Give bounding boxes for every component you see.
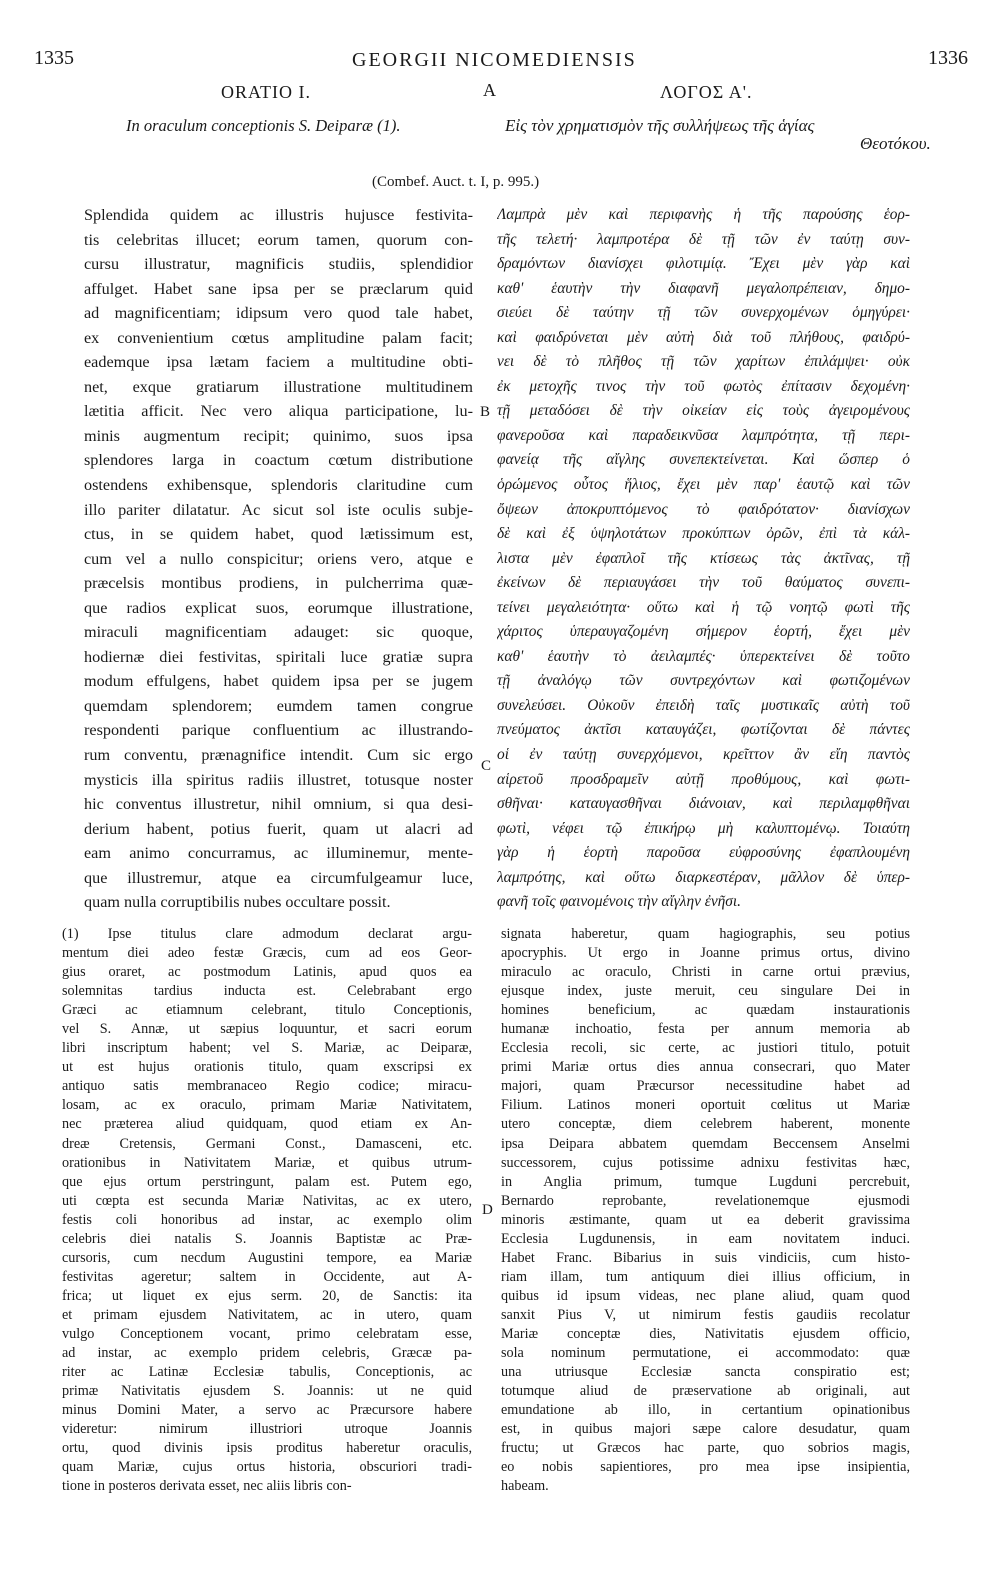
latin-text-line: illo pariter dilatatur. Ac sicut sol iste oculis subje-	[84, 500, 473, 519]
greek-text-line: ὁρώμενος οὗτος ἥλιος, ἔχει μὲν παρ' ἑαυτῷ καὶ τῶν	[497, 476, 910, 494]
greek-text-line: νει δὲ τὸ πλῆθος τῇ τῶν χαρίτων ἐπιλάμψει· οὐκ	[497, 353, 910, 371]
greek-text-line: χάριτος ὑπεραυγαζομένη σήμερον ἑορτή, ἔχει μὲν	[497, 623, 910, 641]
latin-text-line: miraculi magnificentiam adauget: sic quoque,	[84, 623, 473, 642]
footnote-line: utero conceptæ, diem celebrem haberent, monente	[501, 1116, 910, 1133]
footnote-line: (1) Ipse titulus clare admodum declarat argu-	[62, 926, 472, 942]
footnote-line: festivitas ageretur; saltem in Occidente, aut A-	[62, 1268, 472, 1285]
footnote-line: est, in quibus majori sæpe calore desudatur, quam	[501, 1421, 910, 1438]
latin-text-line: splendores larga in coactum cœtum distributione	[84, 451, 473, 470]
greek-title-line2: Θεοτόκου.	[860, 134, 931, 153]
greek-text-line: λιστα μὲν ἐφαπλοῖ τῆς κτίσεως τὰς ἀκτῖνας, τῇ	[497, 549, 910, 567]
greek-text-line: πνεύματος ἀκτῖσι καταυγάζει, φωτίζονται δὲ πάντες	[497, 721, 910, 739]
oratio-label: ORATIO I.	[221, 82, 311, 102]
greek-text-line: φανεροῦσα καὶ παραδεικνῦσα λαμπρότητα, τῇ περι-	[497, 426, 910, 444]
footnote-line: Ecclesia recoli, sic certe, ac justiori titulo, potuit	[501, 1040, 910, 1057]
footnote-line: celebris diei natalis S. Joannis Baptistæ ac Præ-	[62, 1230, 472, 1247]
greek-text-line: φανῆ τοῖς φαινομένοις τὴν αἴγλην ἐνῆσι.	[497, 893, 742, 911]
latin-text-line: respondenti parique confluentium ac illustrando-	[84, 721, 473, 740]
footnote-line: Ecclesia Lugdunensis, in eam novitatem induci.	[501, 1230, 910, 1247]
page-number-right: 1336	[928, 47, 968, 69]
footnote-line: mentum diei adeo festæ Græcis, cum ad eos Geor-	[62, 945, 472, 962]
footnote-line: signata haberetur, quam hagiographis, seu potius	[501, 926, 910, 942]
greek-text-line: τῆς τελετή· λαμπροτέρα δὲ τῇ τῶν ἐν ταύτῃ συν-	[497, 230, 910, 248]
source-reference: (Combef. Auct. t. I, p. 995.)	[372, 174, 540, 190]
footnote-line: fructu; ut Græcos hac parte, quo sobrios magis,	[501, 1440, 910, 1457]
footnote-right-column	[501, 925, 910, 1496]
footnote-line: losam, ac ex oraculo, primam Mariæ Nativitatem,	[62, 1097, 472, 1114]
latin-text-line: præcelsis montibus prodiens, in pulcherrima quæ-	[84, 574, 473, 593]
footnote-line: nec præterea aliud quidquam, quod etiam ex An-	[62, 1116, 472, 1133]
greek-text-line: ὄψεων ἀποκρυπτόμενος τὸ φαιδρότατον· διανίσχων	[497, 500, 910, 518]
footnote-line: quibus id ipsum videas, nec plane aliud, quam quod	[501, 1287, 910, 1304]
latin-text-line: quemdam splendorem; eumdem tamen congrue	[84, 696, 473, 715]
footnote-line: ut est hujus orationis titulo, quam exscripsi ex	[62, 1059, 472, 1076]
footnote-line: sanxit Pius V, ut nimirum festis gaudiis recolatur	[501, 1306, 910, 1323]
greek-text-line: τῇ ἀναλόγῳ τῶν συντρεχόντων καὶ φωτιζομένων	[497, 672, 910, 690]
latin-text-line: Splendida quidem ac illustris hujusce festivita-	[84, 206, 473, 224]
footnote-line: solemnitas tardius inducta est. Celebrabant ergo	[62, 983, 472, 1000]
latin-text-line: affulget. Habet sane ipsa per se præclarum quid	[84, 279, 473, 298]
greek-text-line: λαμπρότης, καὶ οὕτω διαρκεστέραν, μᾶλλον δὲ ὑπερ-	[497, 868, 910, 886]
footnote-line: cursoris, cum necdum Augustini tempore, ea Mariæ	[62, 1249, 472, 1266]
footnote-line: totumque aliud de præservatione ab originali, aut	[501, 1383, 910, 1400]
footnote-line: vulgo Conceptionem vocant, primo celebratam esse,	[62, 1325, 472, 1342]
page-number-left: 1335	[34, 47, 74, 69]
margin-letter-c: C	[481, 758, 492, 774]
greek-text-column	[497, 203, 910, 915]
footnote-line: minus Domini Mater, a servo ac Præcursore habere	[62, 1402, 472, 1419]
footnote-line: ejusque index, juste meruit, ceu singulare Dei in	[501, 983, 910, 1000]
footnote-line: riam illam, tum antiquum diei illius officium, in	[501, 1268, 910, 1285]
footnote-line: que ejus ortum perstringunt, palam est. Putem ego,	[62, 1173, 472, 1190]
latin-text-line: modum effulgens, habet quidem ipsa per se jugem	[84, 672, 473, 691]
greek-text-line: καὶ φαιδρύνεται μὲν αὐτὴ διὰ τοῦ πλήθους, φαιδρύ-	[497, 328, 910, 346]
latin-text-line: cursu illustratur, magnificis studiis, splendidior	[84, 255, 473, 274]
footnote-line: tione in posteros derivata esset, nec aliis libris con-	[62, 1478, 352, 1495]
greek-text-line: σθῆναι· καταυγασθῆναι διάνοιαν, καὶ περιλαμφθῆναι	[497, 795, 910, 813]
footnote-line: antiquo satis membranaceo Regio codice; miracu-	[62, 1078, 472, 1095]
footnote-line: festis coli honoribus ad instar, ac exemplo olim	[62, 1211, 472, 1228]
footnote-line: humanæ inchoatio, festa per annum memoria ab	[501, 1021, 910, 1038]
greek-text-line: οἱ ἐν ταύτῃ συνερχόμενοι, κρεῖττον ἂν εἴη παντὸς	[497, 746, 910, 764]
greek-text-line: δραμόντων διανίσχει φιλοτιμίᾳ. Ἔχει μὲν γὰρ καὶ	[497, 255, 910, 273]
footnote-line: ortu, quod divinis ipsis proditus haberetur oraculis,	[62, 1440, 472, 1457]
footnote-line: quam Mariæ, cujus ortus historia, obscuriori tradi-	[62, 1459, 472, 1476]
latin-text-line: ctus, in se quidem habet, quod lætissimum est,	[84, 525, 473, 544]
latin-text-line: hodiernæ diei festivitas, spiritali luce gratiæ supra	[84, 647, 473, 666]
footnote-line: Habet Franc. Bibarius in suis vindiciis, cum histo-	[501, 1249, 910, 1266]
latin-title: In oraculum conceptionis S. Deiparæ (1).	[126, 116, 401, 135]
footnote-line: et primam ejusdem Nativitatem, ac in utero, quam	[62, 1306, 472, 1323]
latin-text-line: eademque ipsa lætam faciem a multitudine obti-	[84, 353, 473, 372]
footnote-line: Græci ac etiamnum celebrant, titulo Conceptionis,	[62, 1002, 472, 1019]
latin-text-line: derium habent, potius fuerit, quam ut alacri ad	[84, 819, 473, 838]
footnote-line: uti cœpta est secunda Mariæ Nativitas, ac ex utero,	[62, 1192, 472, 1209]
section-letter-a: A	[483, 80, 497, 100]
greek-text-line: τῇ μεταδόσει δὲ τὴν οἰκείαν εἰς τοὺς ἀγειρομένους	[497, 402, 910, 420]
greek-text-line: δὲ καὶ ἐξ ὑψηλοτάτων προκύπτων ὀρῶν, ἐπὶ τὰ κάλ-	[497, 525, 910, 543]
latin-text-line: ad magnificentiam; idipsum vero quod tale habet,	[84, 304, 473, 323]
latin-text-line: hic conventus illustretur, nihil omnium, si qua desi-	[84, 795, 473, 814]
footnote-line: gius oraret, ac postmodum Latinis, apud quos ea	[62, 964, 472, 981]
footnote-line: dreæ Cretensis, Germani Const., Damasceni, etc.	[62, 1135, 472, 1152]
greek-text-line: σιεύει δὲ ταύτην τῇ τῶν συνερχομένων ὁμηγύρει·	[497, 304, 910, 322]
footnote-line: sola nominum permutatione, ei accommodato: quæ	[501, 1345, 910, 1362]
footnote-line: primi Mariæ ortus dies annua consecrari, quo Mater	[501, 1059, 910, 1076]
footnote-line: habeam.	[501, 1478, 549, 1495]
greek-text-line: συνελεύσει. Οὐκοῦν ἐπειδὴ ταῖς μυστικαῖς αὐτὴ τοῦ	[497, 696, 910, 714]
greek-text-line: γὰρ ἡ ἑορτὴ παροῦσα εὐφροσύνης ἐφαπλουμένη	[497, 844, 910, 862]
footnote-line: Bernardo reprobante, revelationemque ejusmodi	[501, 1192, 910, 1209]
greek-text-line: Λαμπρὰ μὲν καὶ περιφανὴς ἡ τῆς παρούσης ἑορ-	[497, 206, 910, 223]
latin-text-line: ostendens exhibensque, splendoris claritudine cum	[84, 476, 473, 495]
footnote-line: minoris æstimante, quam ut ea deberit gravissima	[501, 1211, 910, 1228]
footnote-line: orationibus in Nativitatem Mariæ, et quibus utrum-	[62, 1154, 472, 1171]
latin-text-line: que illustremur, atque ea circumfulgeamur luce,	[84, 868, 473, 887]
footnote-line: eo nobis sapientiores, pro mea ipse insipientia,	[501, 1459, 910, 1476]
footnote-line: successorem, cujus potissime adnixu festivitas hæc,	[501, 1154, 910, 1171]
footnote-line: miraculo ac oraculo, Christi in carne ortui prævius,	[501, 964, 910, 981]
footnote-line: homines beneficium, ac quædam instaurationis	[501, 1002, 910, 1019]
footnote-line: in Anglia primum, tumque Lugduni percrebuit,	[501, 1173, 910, 1190]
footnote-line: primæ Nativitatis ejusdem S. Joannis: ut ne quid	[62, 1383, 472, 1400]
footnote-line: majori, quam Præcursor necessitudine habet ad	[501, 1078, 910, 1095]
greek-text-line: αἱρετοῦ προσδραμεῖν αὐτῇ προθύμους, καὶ φωτι-	[497, 770, 910, 788]
latin-text-line: lætitia afficit. Nec vero aliqua participatione, lu-	[84, 402, 473, 421]
latin-text-line: net, exque gratiarum illustratione multitudinem	[84, 377, 473, 396]
greek-text-line: φωτὶ, νέφει τῷ ἐπικήρῳ μὴ καλυπτομένῳ. Τοιαύτη	[497, 819, 910, 837]
footnote-line: Filium. Latinos moneri oportuit cœlitus ut Mariæ	[501, 1097, 910, 1114]
latin-text-line: ex convenientium cœtus amplitudine palam facit;	[84, 328, 473, 347]
latin-text-line: minis augmentum recipit; quinimo, suos ipsa	[84, 426, 473, 445]
footnote-line: apocryphis. Ut ergo in Joanne primus ortus, divino	[501, 945, 910, 962]
footnote-line: Mariæ conceptæ dies, Nativitatis ejusdem officio,	[501, 1325, 910, 1342]
greek-title-line1: Εἰς τὸν χρηματισμὸν τῆς συλλήψεως τῆς ἁγίας	[505, 116, 815, 135]
latin-text-line: eam animo concurramus, ac illuminemur, mente-	[84, 844, 473, 863]
greek-text-line: καθ' ἑαυτὴν τὴν διαφανῆ μεγαλοπρέπειαν, δημο-	[497, 279, 910, 297]
footnote-line: emundatione ab illo, in certantium opinationibus	[501, 1402, 910, 1419]
latin-text-line: cum vel a nullo conspicitur; oriens vero, atque e	[84, 549, 473, 568]
latin-text-line: mysticis illa spiritus radiis illustret, totusque noster	[84, 770, 473, 789]
footnote-line: riter ac Latinæ Ecclesiæ tabulis, Conceptionis, ac	[62, 1364, 472, 1381]
footnote-left-column	[62, 925, 472, 1496]
latin-text-column	[84, 203, 473, 915]
logos-label: ΛΟΓΟΣ Α'.	[660, 82, 753, 102]
footnote-line: libri inscriptum habent; vel S. Mariæ, ac Deiparæ,	[62, 1040, 472, 1057]
footnote-line: frica; ut liquet ex ejus serm. 20, de Sanctis: ita	[62, 1287, 472, 1304]
latin-text-line: tis celebritas illucet; eorum tamen, quorum con-	[84, 230, 473, 249]
greek-text-line: ἐκείνων δὲ περιαυγάσει τὴν τοῦ θαύματος συνεπι-	[497, 574, 910, 592]
footnote-line: una utriusque Ecclesiæ sancta conspiratio est;	[501, 1364, 910, 1381]
footnote-line: ad instar, ac exemplo pridem celebris, Græcæ pa-	[62, 1345, 472, 1362]
footnote-line: videretur: nimirum illustriori utroque Joannis	[62, 1421, 472, 1438]
footnote-line: vel S. Annæ, ut sæpius loquuntur, et sacri eorum	[62, 1021, 472, 1038]
margin-letter-b: B	[480, 404, 491, 420]
margin-letter-d: D	[482, 1202, 493, 1218]
greek-text-line: φανείᾳ τῆς αἴγλης συνεπεκτείνεται. Καὶ ὥσπερ ὁ	[497, 451, 910, 469]
running-title: GEORGII NICOMEDIENSIS	[352, 49, 637, 71]
greek-text-line: ἐκ μετοχῆς τινος τὴν τοῦ φωτὸς ἐπίτασιν δεχομένη·	[497, 377, 910, 395]
greek-text-line: καθ' ἑαυτὴν τὸ ἀειλαμπές· ὑπερεκτείνει δὲ τοῦτο	[497, 647, 910, 665]
greek-text-line: τείνει μεγαλειότητα· οὕτω καὶ ἡ τῷ νοητῷ φωτὶ τῆς	[497, 598, 910, 616]
latin-text-line: que radios explicat suos, eorumque illustratione,	[84, 598, 473, 617]
latin-text-line: rum conventu, prænagnifice intendit. Cum sic ergo	[84, 746, 473, 765]
footnote-line: ipsa Deipara abbatem quemdam Beccensem Anselmi	[501, 1135, 910, 1152]
latin-text-line: quam nulla corruptibilis nubes occultare possit.	[84, 893, 391, 912]
